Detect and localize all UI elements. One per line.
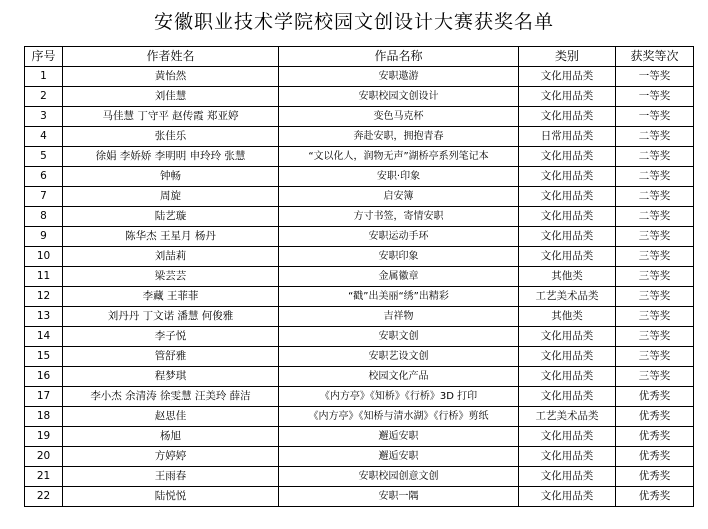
cell-author: 徐娟 李娇娇 李明明 申玲玲 张慧 bbox=[63, 147, 279, 167]
cell-category: 文化用品类 bbox=[519, 187, 616, 207]
cell-no: 20 bbox=[25, 447, 63, 467]
cell-no: 9 bbox=[25, 227, 63, 247]
cell-no: 19 bbox=[25, 427, 63, 447]
cell-no: 16 bbox=[25, 367, 63, 387]
cell-category: 文化用品类 bbox=[519, 167, 616, 187]
cell-author: 梁芸芸 bbox=[63, 267, 279, 287]
table-row bbox=[25, 147, 694, 167]
cell-award: 优秀奖 bbox=[616, 387, 694, 407]
table-row bbox=[25, 67, 694, 87]
table-row bbox=[25, 487, 694, 507]
cell-award: 三等奖 bbox=[616, 227, 694, 247]
table-row bbox=[25, 267, 694, 287]
cell-award: 二等奖 bbox=[616, 187, 694, 207]
cell-award: 二等奖 bbox=[616, 147, 694, 167]
cell-work: 安职校园文创设计 bbox=[279, 87, 519, 107]
cell-award: 三等奖 bbox=[616, 347, 694, 367]
cell-author: 刘丹丹 丁文诺 潘慧 何俊雅 bbox=[63, 307, 279, 327]
table-row bbox=[25, 227, 694, 247]
cell-author: 李子悦 bbox=[63, 327, 279, 347]
cell-work: 安职·印象 bbox=[279, 167, 519, 187]
cell-work: 启安簿 bbox=[279, 187, 519, 207]
cell-work: 吉祥物 bbox=[279, 307, 519, 327]
cell-award: 二等奖 bbox=[616, 207, 694, 227]
header-award: 获奖等次 bbox=[616, 47, 694, 67]
cell-no: 8 bbox=[25, 207, 63, 227]
cell-work: 安职运动手环 bbox=[279, 227, 519, 247]
cell-author: 黄怡然 bbox=[63, 67, 279, 87]
cell-award: 三等奖 bbox=[616, 287, 694, 307]
cell-author: 钟畅 bbox=[63, 167, 279, 187]
table-row bbox=[25, 347, 694, 367]
cell-category: 文化用品类 bbox=[519, 227, 616, 247]
cell-category: 工艺美术品类 bbox=[519, 287, 616, 307]
cell-no: 2 bbox=[25, 87, 63, 107]
cell-category: 文化用品类 bbox=[519, 247, 616, 267]
header-work: 作品名称 bbox=[279, 47, 519, 67]
header-author: 作者姓名 bbox=[63, 47, 279, 67]
cell-work: 变色马克杯 bbox=[279, 107, 519, 127]
table-row bbox=[25, 107, 694, 127]
cell-award: 一等奖 bbox=[616, 67, 694, 87]
cell-author: 程梦琪 bbox=[63, 367, 279, 387]
cell-work: 《内方亭》《知桥与清水湖》《行桥》剪纸 bbox=[279, 407, 519, 427]
cell-no: 1 bbox=[25, 67, 63, 87]
cell-category: 文化用品类 bbox=[519, 447, 616, 467]
cell-no: 21 bbox=[25, 467, 63, 487]
cell-no: 17 bbox=[25, 387, 63, 407]
cell-work: 安职艺设文创 bbox=[279, 347, 519, 367]
cell-category: 文化用品类 bbox=[519, 467, 616, 487]
cell-work: 安职校园创意文创 bbox=[279, 467, 519, 487]
cell-no: 14 bbox=[25, 327, 63, 347]
header-category: 类别 bbox=[519, 47, 616, 67]
cell-award: 优秀奖 bbox=[616, 487, 694, 507]
cell-award: 优秀奖 bbox=[616, 447, 694, 467]
cell-category: 文化用品类 bbox=[519, 387, 616, 407]
table-body bbox=[25, 67, 694, 507]
cell-author: 马佳慧 丁守平 赵传霞 郑亚婷 bbox=[63, 107, 279, 127]
cell-award: 一等奖 bbox=[616, 107, 694, 127]
cell-author: 陆艺璇 bbox=[63, 207, 279, 227]
cell-author: 李藏 王菲菲 bbox=[63, 287, 279, 307]
cell-author: 张佳乐 bbox=[63, 127, 279, 147]
cell-award: 优秀奖 bbox=[616, 467, 694, 487]
table-header-row bbox=[25, 47, 694, 67]
cell-category: 文化用品类 bbox=[519, 427, 616, 447]
cell-work: 校园文化产品 bbox=[279, 367, 519, 387]
cell-award: 三等奖 bbox=[616, 307, 694, 327]
cell-work: 金属徽章 bbox=[279, 267, 519, 287]
cell-work: 安职印象 bbox=[279, 247, 519, 267]
cell-author: 李小杰 余清涛 徐雯慧 汪美玲 薛洁 bbox=[63, 387, 279, 407]
cell-award: 优秀奖 bbox=[616, 407, 694, 427]
table-row bbox=[25, 387, 694, 407]
cell-no: 18 bbox=[25, 407, 63, 427]
cell-category: 文化用品类 bbox=[519, 347, 616, 367]
cell-author: 赵思佳 bbox=[63, 407, 279, 427]
table-row bbox=[25, 187, 694, 207]
cell-no: 10 bbox=[25, 247, 63, 267]
cell-author: 管舒雅 bbox=[63, 347, 279, 367]
cell-work: 邂逅安职 bbox=[279, 447, 519, 467]
cell-category: 其他类 bbox=[519, 267, 616, 287]
table-row bbox=[25, 467, 694, 487]
cell-category: 文化用品类 bbox=[519, 487, 616, 507]
cell-author: 陈华杰 王星月 杨丹 bbox=[63, 227, 279, 247]
cell-author: 杨旭 bbox=[63, 427, 279, 447]
cell-award: 三等奖 bbox=[616, 247, 694, 267]
cell-no: 22 bbox=[25, 487, 63, 507]
cell-award: 一等奖 bbox=[616, 87, 694, 107]
cell-no: 15 bbox=[25, 347, 63, 367]
cell-no: 13 bbox=[25, 307, 63, 327]
cell-author: 陆悦悦 bbox=[63, 487, 279, 507]
cell-no: 7 bbox=[25, 187, 63, 207]
cell-category: 日常用品类 bbox=[519, 127, 616, 147]
cell-category: 文化用品类 bbox=[519, 207, 616, 227]
cell-category: 文化用品类 bbox=[519, 367, 616, 387]
table-row bbox=[25, 307, 694, 327]
cell-no: 4 bbox=[25, 127, 63, 147]
header-no: 序号 bbox=[25, 47, 63, 67]
cell-work: 奔赴安职，拥抱青春 bbox=[279, 127, 519, 147]
cell-award: 二等奖 bbox=[616, 127, 694, 147]
cell-no: 3 bbox=[25, 107, 63, 127]
cell-work: 安职遨游 bbox=[279, 67, 519, 87]
cell-work: 安职一隅 bbox=[279, 487, 519, 507]
cell-category: 其他类 bbox=[519, 307, 616, 327]
cell-work: 邂逅安职 bbox=[279, 427, 519, 447]
table-row bbox=[25, 447, 694, 467]
cell-category: 文化用品类 bbox=[519, 327, 616, 347]
cell-work: “戳”出美丽“绣”出精彩 bbox=[279, 287, 519, 307]
cell-author: 刘喆莉 bbox=[63, 247, 279, 267]
cell-author: 王雨春 bbox=[63, 467, 279, 487]
cell-category: 文化用品类 bbox=[519, 147, 616, 167]
table-row bbox=[25, 127, 694, 147]
cell-category: 文化用品类 bbox=[519, 67, 616, 87]
table-row bbox=[25, 327, 694, 347]
cell-award: 二等奖 bbox=[616, 167, 694, 187]
cell-award: 优秀奖 bbox=[616, 427, 694, 447]
table-row bbox=[25, 247, 694, 267]
table-row bbox=[25, 287, 694, 307]
cell-category: 工艺美术品类 bbox=[519, 407, 616, 427]
cell-no: 5 bbox=[25, 147, 63, 167]
table-row bbox=[25, 407, 694, 427]
cell-author: 周旋 bbox=[63, 187, 279, 207]
cell-award: 三等奖 bbox=[616, 327, 694, 347]
table-row bbox=[25, 87, 694, 107]
table-row bbox=[25, 167, 694, 187]
table-row bbox=[25, 367, 694, 387]
cell-award: 三等奖 bbox=[616, 267, 694, 287]
cell-no: 6 bbox=[25, 167, 63, 187]
cell-category: 文化用品类 bbox=[519, 87, 616, 107]
page-title: 安徽职业技术学院校园文创设计大赛获奖名单 bbox=[153, 11, 554, 33]
table-row bbox=[25, 427, 694, 447]
table-row bbox=[25, 207, 694, 227]
cell-no: 12 bbox=[25, 287, 63, 307]
cell-work: “文以化人，润物无声”湖桥亭系列笔记本 bbox=[279, 147, 519, 167]
cell-award: 三等奖 bbox=[616, 367, 694, 387]
cell-work: 安职文创 bbox=[279, 327, 519, 347]
award-table bbox=[24, 46, 694, 507]
cell-category: 文化用品类 bbox=[519, 107, 616, 127]
cell-work: 方寸书签，寄情安职 bbox=[279, 207, 519, 227]
cell-author: 刘佳慧 bbox=[63, 87, 279, 107]
cell-no: 11 bbox=[25, 267, 63, 287]
cell-author: 方婷婷 bbox=[63, 447, 279, 467]
cell-work: 《内方亭》《知桥》《行桥》3D 打印 bbox=[279, 387, 519, 407]
